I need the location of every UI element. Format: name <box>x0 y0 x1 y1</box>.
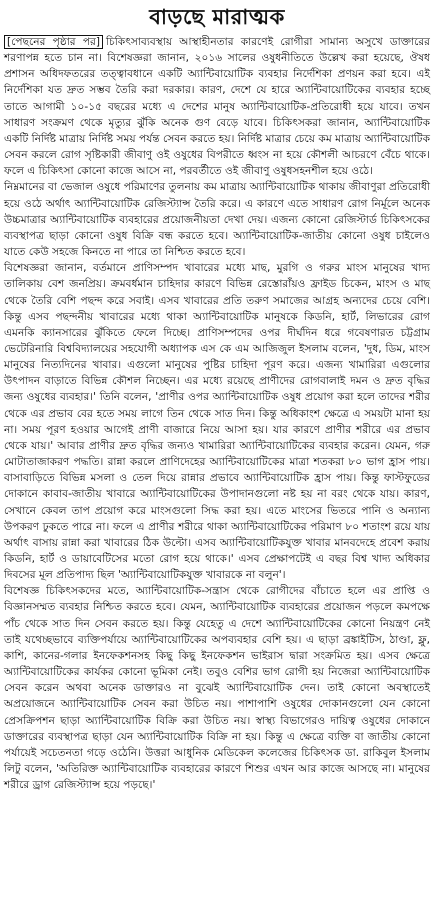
paragraph-1 <box>4 34 430 179</box>
article-body <box>4 34 430 793</box>
paragraph-3: বিশেষজ্ঞরা জানান, বর্তমানে প্রাণিসম্পদ খাবারের মধ্যে মাছ, মুরগি ও গরুর মাংস মানুষের খাদ্য তালিকায় বেশ জনপ্রিয়। ক্রমবর্ধমান চাহিদার কারণে বিভিন্ন রেস্তোরাঁয়ও ফ্রাইড চিকেন, মাংস ও মাছ থেকে তৈরি বেশি পছন্দ করে সবাই। এসব খাবারের প্রতি তরুণ সমাজের আগ্রহ অন্যদের চেয়ে বেশি। কিন্তু এসব পছন্দনীয় খাবারের মধ্যে থাকা অ্যান্টিবায়োটিক মানুষকে কিডনি, হার্ট, লিভারের রোগ এমনকি ক্যানসারের ঝুঁকিতে ফেলে দিচ্ছে। প্রাণিসম্পদের ওপর দীর্ঘদিন ধরে গবেষণারত চট্টগ্রাম ভেটেরিনারি বিশ্ববিদ্যালয়ের সহযোগী অধ্যাপক এস কে এম আজিজুল ইসলাম বলেন, 'দুধ, ডিম, মাংস মানুষের নিত্যদিনের খাবার। এগুলো মানুষের পুষ্টির চাহিদা পূরণ করে। এজন্য খামারিরা এগুলোর উৎপাদন বাড়াতে বিভিন্ন কৌশল নিচ্ছেন। এর মধ্যে রয়েছে প্রাণীদের রোগবালাই দমন ও দ্রুত বৃদ্ধির জন্য ওষুধের ব্যবহার।' তিনি বলেন, 'প্রাণীর ওপর অ্যান্টিবায়োটিক ওষুধ প্রয়োগ করা হলে তাদের শরীর থেকে এর প্রভাব বের হতে সময় লাগে তিন থেকে সাত দিন। কিন্তু অধিকাংশ ক্ষেত্রে এ সময়টা মানা হয় না। সময় পূরণ হওয়ার আগেই প্রাণী বাজারে নিয়ে আসা হয়। যার কারণে প্রাণীর শরীরে এর প্রভাব থেকে যায়।' আবার প্রাণীর দ্রুত বৃদ্ধির জন্যও খামারিরা অ্যান্টিবায়োটিকের ব্যবহার করেন। যেমন, গরু মোটাতাজাকরণ পদ্ধতি। রান্না করলে প্রাণিদেহের অ্যান্টিবায়োটিকের মাত্রা শতকরা ৮০ ভাগ হ্রাস পায়। বাসাবাড়িতে বিভিন্ন মসলা ও তেল দিয়ে রান্নার প্রভাবে অ্যান্টিবায়োটিক হ্রাস পায়। কিন্তু ফাস্টফুডের দোকানে কাবাব-জাতীয় খাবারে অ্যান্টিবায়োটিকের উপাদানগুলো নষ্ট হয় না বরং থেকে যায়। কারণ, সেখানে কেবল তাপ প্রয়োগ করে মাংসগুলো সিদ্ধ করা হয়। এতে মাংসের ভিতরে পানি ও অন্যান্য উপকরণ ঢুকতে পারে না। ফলে এ প্রাণীর শরীরে থাকা অ্যান্টিবায়োটিকের পরিমাণ ৮০ শতাংশ রয়ে যায় অর্থাৎ বাসায় রান্না করা খাবারের ঠিক উল্টো। এসব অ্যান্টিবায়োটিকযুক্ত খাবার মানবদেহে প্রবেশ করায় কিডনি, হার্ট ও ডায়াবেটিসের মতো রোগ হয়ে থাকে।' এসব প্রেক্ষাপটেই এ বছর বিশ্ব খাদ্য অধিকার দিবসের মূল প্রতিপাদ্য ছিল 'অ্যান্টিবায়োটিকযুক্ত খাবারকে না বলুন'। <box>4 262 430 582</box>
continuation-tag: [পেছনের পৃষ্ঠার পর] <box>4 35 103 49</box>
headline: বাড়ছে মারাত্মক <box>149 5 285 29</box>
paragraph-1-text: চিকিৎসাব্যবস্থায় আস্থাহীনতার কারণেই রোগীরা সামান্য অসুখে ডাক্তারের শরণাপন্ন হতে চান না। বিশেষজ্ঞরা জানান, ২০১৬ সালের ওষুধনীতিতে উল্লেখ করা হয়েছে, ঔষধ প্রশাসন অধিদফতরের তত্ত্বাবধানে একটি অ্যান্টিবায়োটিক ব্যবহার নির্দেশিকা প্রণয়ন করা হবে। এই নির্দেশিকা যত দ্রুত সম্ভব তৈরি করা দরকার। কারণ, দেশে যে হারে অ্যান্টিবায়োটিকের ব্যবহার হচ্ছে তাতে আগামী ১০-১৫ বছরের মধ্যে এ দেশের মানুষ অ্যান্টিবায়োটিক-প্রতিরোধী হয়ে যাবে। তখন সাধারণ সংক্রমণ থেকে মৃত্যুর ঝুঁকি অনেক গুণ বেড়ে যাবে। চিকিৎসকরা জানান, অ্যান্টিবায়োটিক একটি নির্দিষ্ট মাত্রায় নির্দিষ্ট সময় পর্যন্ত সেবন করতে হয়। নির্দিষ্ট মাত্রার চেয়ে কম মাত্রায় অ্যান্টিবায়োটিক সেবন করলে রোগ সৃষ্টিকারী জীবাণু ওই ওষুধের বিপরীতে ধ্বংস না হয়ে কৌশলী আচরণে বেঁচে থাকে। ফলে এ চিকিৎসা কোনো কাজে আসে না, পরবর্তীতে ওই জীবাণু ওষুধসহনশীল হয়ে ওঠে। <box>4 36 431 178</box>
paragraph-4: বিশেষজ্ঞ চিকিৎসকদের মতে, অ্যান্টিবায়োটিক-সন্ত্রাস থেকে রোগীদের বাঁচাতে হলে এর প্রাপ্তি ও বিজ্ঞানসম্মত ব্যবহার নিশ্চিত করতে হবে। যেমন, অ্যান্টিবায়োটিক ব্যবহারের প্রয়োজন পড়লে কমপক্ষে পাঁচ থেকে সাত দিন সেবন করতে হয়। কিন্তু যেহেতু এ দেশে অ্যান্টিবায়োটিকের কোনো নিয়ন্ত্রণ নেই তাই যথেচ্ছভাবে ব্যক্তিপর্যায়ে অ্যান্টিবায়োটিকের অপব্যবহার বেশি হয়। এ ছাড়া ব্রঙ্কাইটিস, ঠাণ্ডা, ফ্লু, কাশি, কানের-গলার ইনফেকশনসহ কিছু কিছু ইনফেকশন ভাইরাস দ্বারা সংক্রমিত হয়। এসব ক্ষেত্রে অ্যান্টিবায়োটিকের কার্যকর কোনো ভূমিকা নেই। তবুও বেশির ভাগ রোগী হয় নিজেরা অ্যান্টিবায়োটিক সেবন করেন অথবা অনেক ডাক্তারও না বুঝেই অ্যান্টিবায়োটিক দেন। তাই কোনো অবস্থাতেই অপ্রয়োজনে অ্যান্টিবায়োটিক সেবন করা উচিত নয়। পাশাপাশি ওষুধের দোকানগুলো যেন কোনো প্রেসক্রিপশন ছাড়া অ্যান্টিবায়োটিক বিক্রি করা উচিত নয়। স্বাস্থ্য বিভাগেরও দায়িত্ব ওষুধের দোকানে ডাক্তারের ব্যবস্থাপত্র ছাড়া যেন অ্যান্টিবায়োটিক বিক্রি না হয়। কিন্তু এ ক্ষেত্রে ব্যক্তি বা জাতীয় কোনো পর্যায়েই সচেতনতা গড়ে ওঠেনি। উত্তরা আধুনিক মেডিকেল কলেজের চিকিৎসক ডা. রাকিবুল ইসলাম লিটু বলেন, 'অতিরিক্ত অ্যান্টিবায়োটিক ব্যবহারের কারণে শিশুর এখন আর কাজে আসছে না। মানুষের শরীরে ড্রাগ রেজিস্ট্যান্স হয়ে পড়ছে।' <box>4 585 430 792</box>
paragraph-2: নিম্নমানের বা ভেজাল ওষুধে পরিমাণের তুলনায় কম মাত্রায় অ্যান্টিবায়োটিক থাকায় জীবাণুরা প্রতিরোধী হয়ে ওঠে অর্থাৎ অ্যান্টিবায়োটিক রেজিস্ট্যান্স তৈরি করে। এ কারণে এতে সাধারণ রোগ নির্মূলে অনেক উচ্চমাত্রার অ্যান্টিবায়োটিক ব্যবহারের প্রয়োজনীয়তা দেখা দেয়। এজন্য কোনো রেজিস্টার্ড চিকিৎসকের ব্যবস্থাপত্র ছাড়া কোনো ওষুধ বিক্রি বন্ধ করতে হবে। অ্যান্টিবায়োটিক-জাতীয় কোনো ওষুধ চাইলেও যাতে কেউ সহজে কিনতে না পারে তা নিশ্চিত করতে হবে। <box>4 181 430 259</box>
